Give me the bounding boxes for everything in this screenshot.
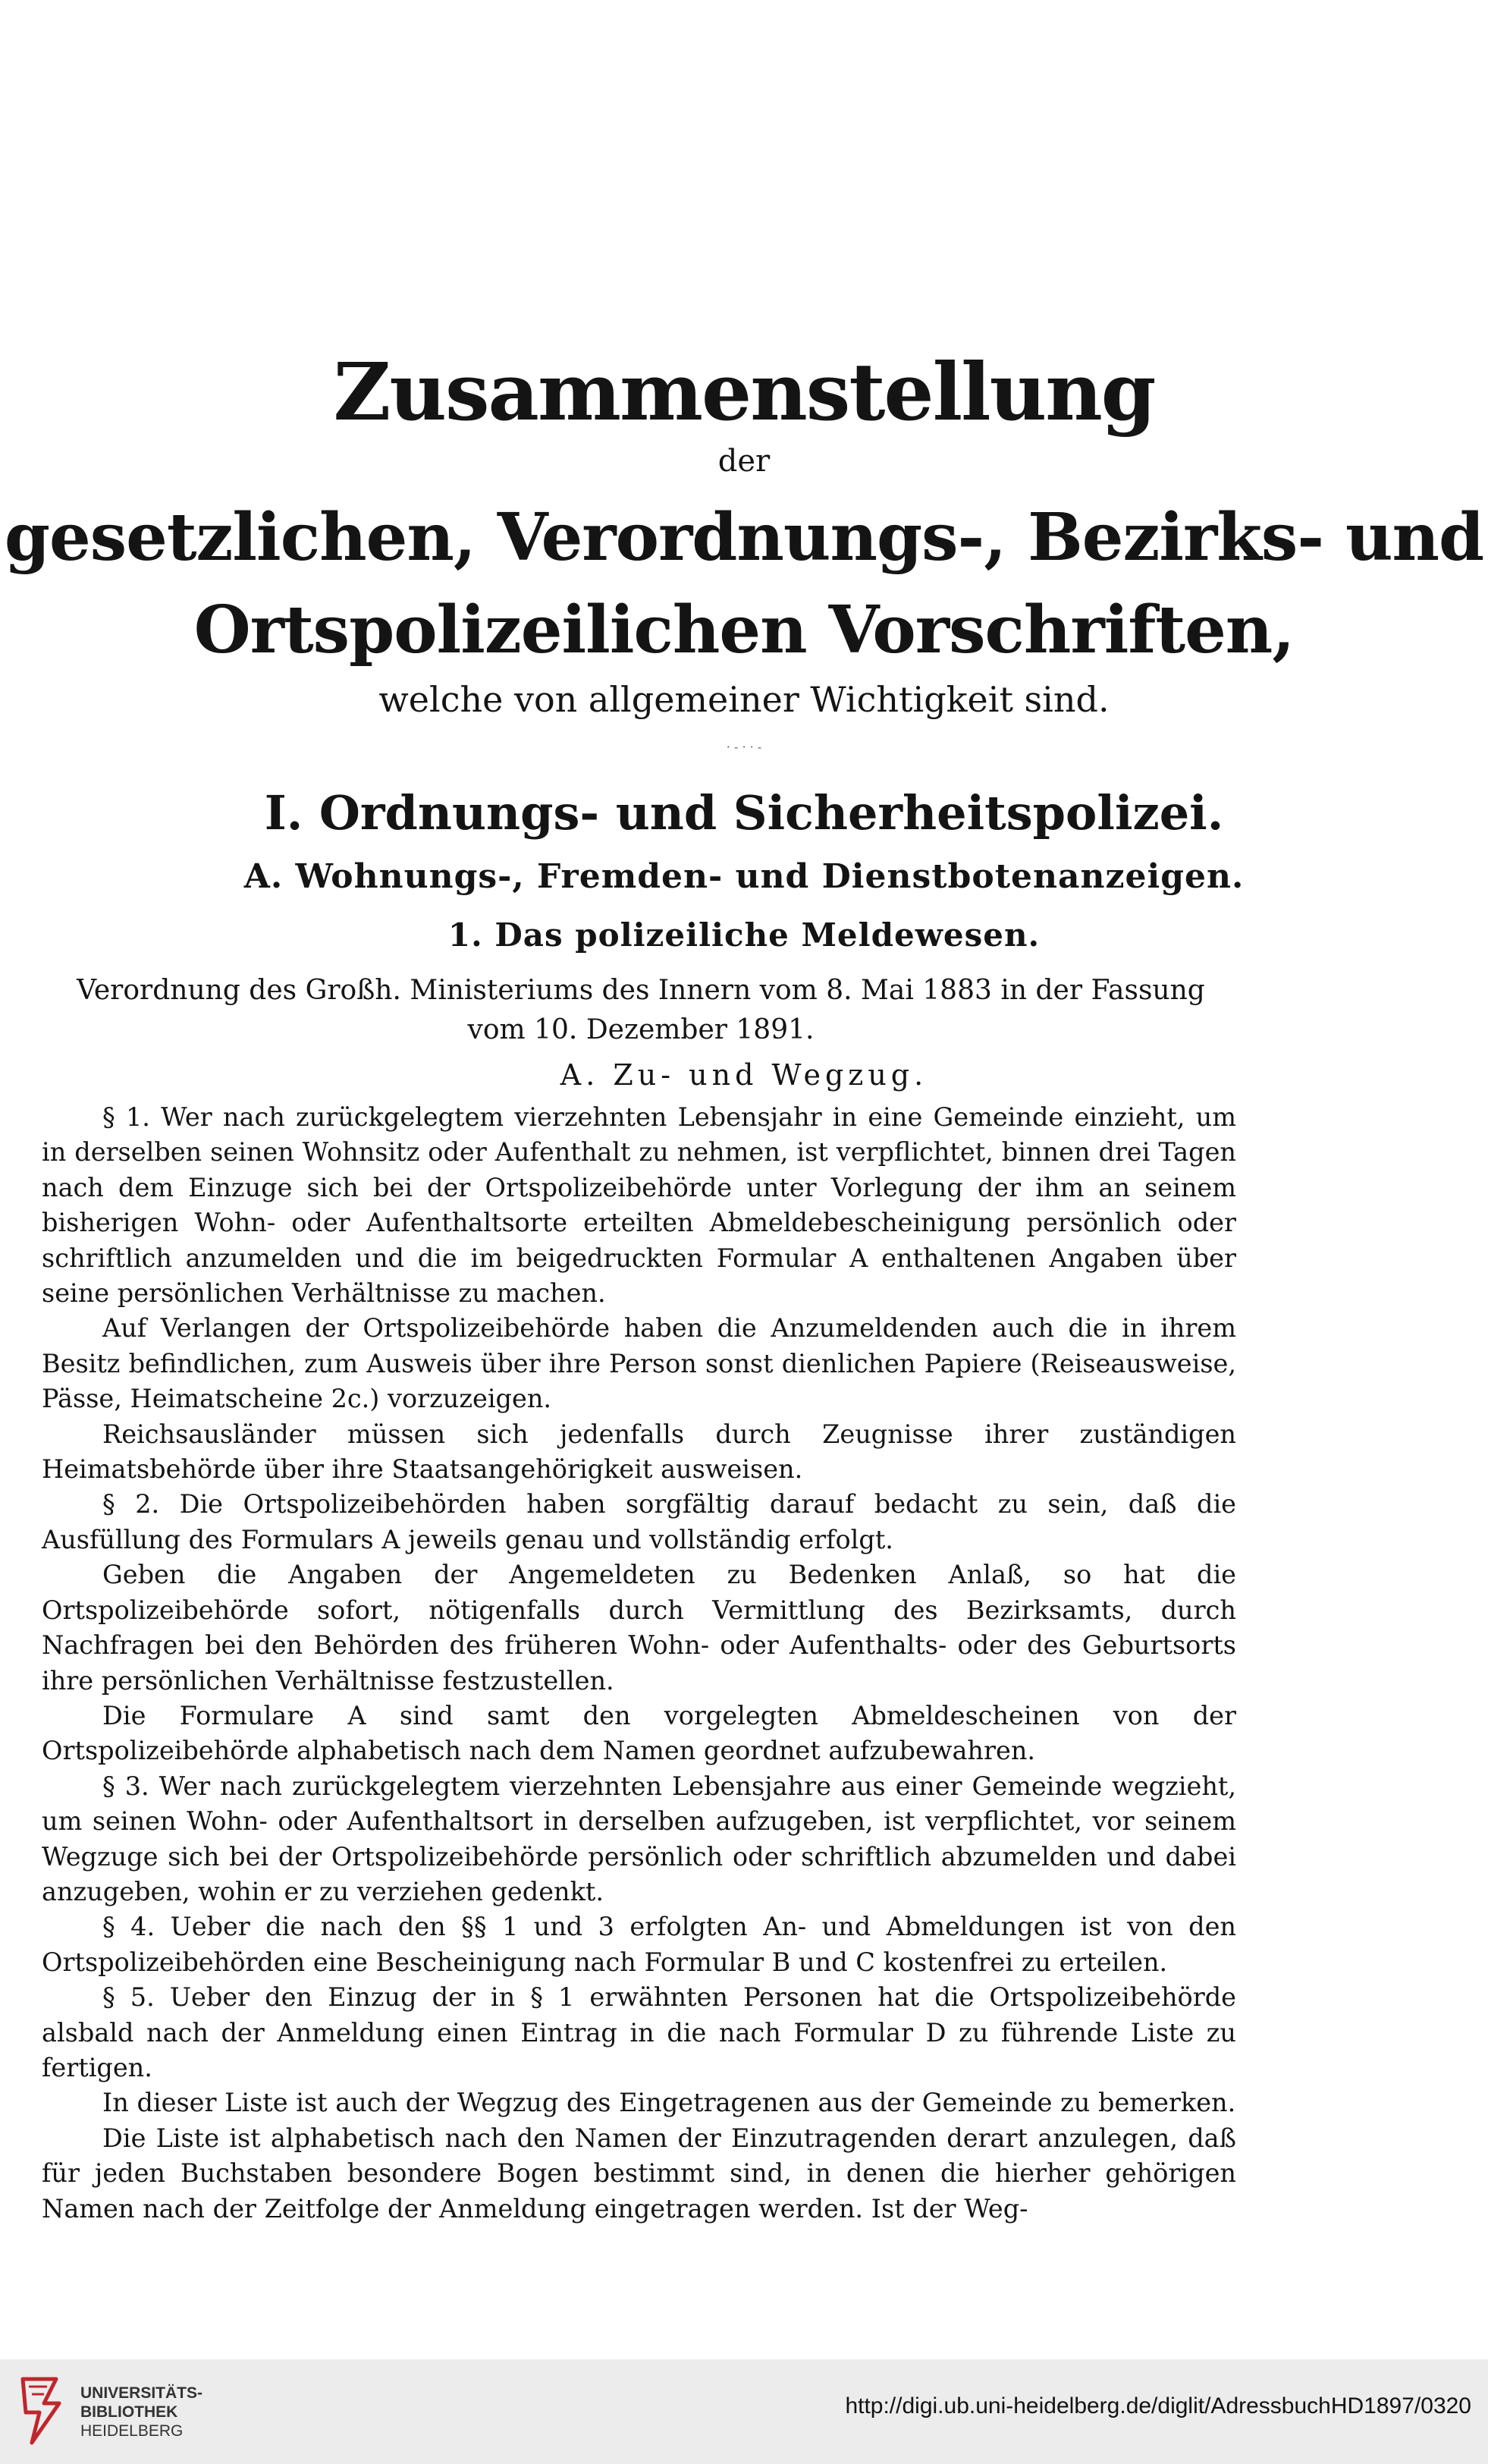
paragraph: Die Formulare A sind samt den vorgelegten Abmeldescheinen von der Ortspolizeibehörde alphabetisch nach dem Namen geordnet aufzubewahren. [42, 1700, 1236, 1766]
paragraph: In dieser Liste ist auch der Wegzug des Eingetragenen aus der Gemeinde zu bemerken. [102, 2088, 1236, 2118]
paragraph: § 4. Ueber die nach den §§ 1 und 3 erfolgten An- und Abmeldungen ist von den Ortspolizeibehörden eine Bescheinigung nach Formular B und C kostenfrei zu erteilen. [42, 1912, 1236, 1977]
section-heading: I. Ordnungs- und Sicherheitspolizei. [264, 785, 1224, 841]
paragraph: § 1. Wer nach zurückgelegtem vierzehnten Lebensjahr in eine Gemeinde einzieht, um in derselben seinen Wohnsitz oder Aufenthalt zu nehmen, ist verpflichtet, binnen drei Tagen nach dem Einzuge sich bei der Ortspolizeibehörde unter Vorlegung der ihm an seinem bisherigen Wohn- oder Aufenthaltsorte erteilten Abmeldebescheinigung persönlich oder schriftlich anzumelden und die im beigedruckten Formular A enthaltenen Angaben über seine persönlichen Verhältnisse zu machen. [42, 1102, 1236, 1309]
body-text [42, 1100, 1236, 2227]
logo-line-2: BIBLIOTHEK [80, 2403, 178, 2421]
library-logo[interactable] [17, 2370, 214, 2452]
source-url[interactable]: http://digi.ub.uni-heidelberg.de/diglit/AdressbuchHD1897/0320 [845, 2393, 1471, 2418]
paragraph: § 5. Ueber den Einzug der in § 1 erwähnten Personen hat die Ortspolizeibehörde alsbald nach der Anmeldung einen Eintrag in die nach Formular D zu führende Liste zu fertigen. [42, 1982, 1236, 2082]
paragraph: Geben die Angaben der Angemeldeten zu Bedenken Anlaß, so hat die Ortspolizeibehörde sofort, nötigenfalls durch Vermittlung des Bezirksamts, durch Nachfragen bei den Behörden des früheren Wohn- oder Aufenthalts- oder des Geburtsorts ihre persönlichen Verhältnisse festzustellen. [42, 1560, 1236, 1696]
paragraph: Reichsausländer müssen sich jedenfalls durch Zeugnisse ihrer zuständigen Heimatsbehörde über ihre Staatsangehörigkeit ausweisen. [42, 1419, 1236, 1485]
paragraph: Auf Verlangen der Ortspolizeibehörde haben die Anzumeldenden auch die in ihrem Besitz befindlichen, zum Ausweis über ihre Person sonst dienlichen Papiere (Reiseausweise, Pässe, Heimatscheine 2c.) vorzuzeigen. [42, 1313, 1236, 1414]
ornament-divider: · - · · - [726, 740, 762, 754]
library-logo-text [80, 2384, 202, 2440]
paragraph: § 3. Wer nach zurückgelegtem vierzehnten Lebensjahre aus einer Gemeinde wegzieht, um seinen Wohn- oder Aufenthaltsort in derselben aufzugeben, ist verpflichtet, vor seinem Wegzuge sich bei der Ortspolizeibehörde persönlich oder schriftlich abzumelden und dabei anzugeben, wohin er zu verziehen gedenkt. [42, 1771, 1236, 1906]
logo-line-3: HEIDELBERG [80, 2422, 184, 2440]
title-line-2: Ortspolizeilichen Vorschriften, [193, 592, 1295, 668]
decree-reference: Verordnung des Großh. Ministeriums des Innern vom 8. Mai 1883 in der Fassung vom 10. Dezember 1891. [77, 975, 1205, 1045]
logo-line-1: UNIVERSITÄTS- [80, 2384, 203, 2402]
document-title: Zusammenstellung [333, 345, 1155, 438]
university-library-logo-icon [17, 2373, 71, 2446]
subsection-heading: A. Wohnungs-, Fremden- und Dienstbotenanzeigen. [243, 857, 1245, 896]
part-heading: A. Zu- und Wegzug. [560, 1058, 928, 1092]
paragraph: Die Liste ist alphabetisch nach den Namen der Einzutragenden derart anzulegen, daß für jeden Buchstaben besondere Bogen bestimmt sind, in denen die hierher gehörigen Namen nach der Zeitfolge der Anmeldung eingetragen werden. Ist der Weg- [42, 2123, 1236, 2224]
title-line-1: gesetzlichen, Verordnungs-, Bezirks- und [4, 499, 1484, 576]
paragraph: § 2. Die Ortspolizeibehörden haben sorgfältig darauf bedacht zu sein, daß die Ausfüllung des Formulars A jeweils genau und vollständig erfolgt. [42, 1489, 1236, 1554]
chapter-heading: 1. Das polizeiliche Meldewesen. [447, 916, 1041, 954]
title-connector: der [717, 444, 771, 479]
title-subtitle: welche von allgemeiner Wichtigkeit sind. [378, 679, 1110, 720]
